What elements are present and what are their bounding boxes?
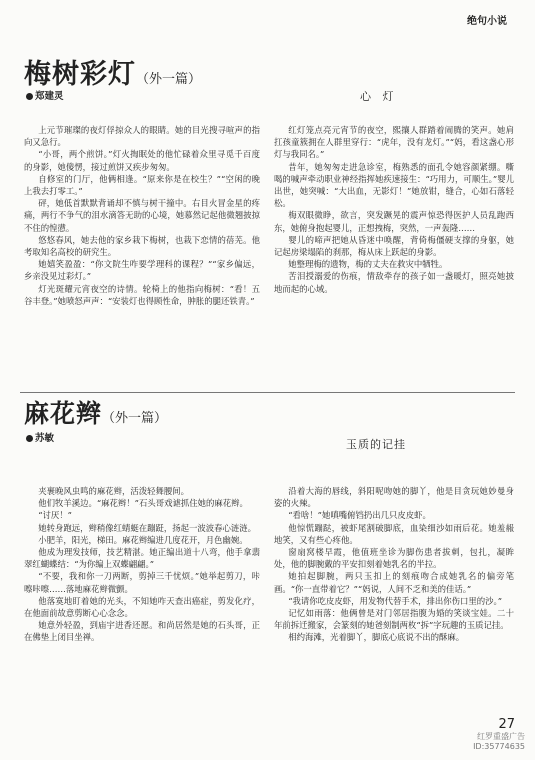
watermark-line: 红罗重盛广告	[477, 732, 525, 741]
paragraph: 梅双眼微睁，欲言，突发蹶晃的震声惊恐得医护人员乱跑西东，她俯身抱起婴儿，正想拽梅，突然，一声轰隆……	[274, 210, 514, 233]
paragraph: “讨厌！”	[38, 510, 72, 521]
watermark	[473, 732, 525, 752]
paragraph: 他们牧羊溪边。“麻花辫！”石头哥戏谑抓住她的麻花辫。	[38, 498, 248, 509]
paragraph: 她转身跑远，辫稍像红蜻蜓在蹦跹，扬起一波波春心涟涟。	[38, 522, 257, 533]
paragraph: 沿着大海的唇线，斜阳呢吻她的脚丫，他是目贪玩她妙曼身姿的火辣。	[274, 486, 514, 509]
paragraph: 自修室的门厅，他俩相逢。“原来你是在校生？”“空闲的晚上我去打零工。”	[24, 173, 260, 197]
watermark-line: ID:35774635	[473, 742, 525, 751]
paragraph: 相约海滩，光着脚丫，脚底心底说不出的酥麻。	[288, 632, 465, 643]
paragraph: 昔年，她匆匆走进急诊室，梅熟悉的面孔令她容颜紧绷。嘶喝的喊声牵动职业神经指挥她疾速接生：“巧用力，可顺生。”婴儿出世，她突喊：“大出血，无影灯！”她放钳，缝合，心如石落轻松。	[274, 161, 514, 209]
paragraph: “不要，我和你一刀两断，剪掉三千忧烦。”她举起剪刀，咔嚓咔嚓……落地麻花辫微颤。	[24, 571, 260, 594]
section-tag: 绝句小说	[467, 16, 507, 27]
paragraph: 婴儿的啼声把她从昏迷中唤醒，背倚梅僵硬支撑的身躯，她记起房梁塌陷的刹那，梅从床上跃起的身影。	[274, 234, 514, 258]
paragraph: 他惊慌蹦跶，被虾尾割破脚底，血染细沙如雨后花。她羞赧地笑，又有些心疼他。	[274, 522, 514, 545]
paragraph: 红灯笼点亮元宵节的夜空，熙攘人群踏着闹腾的笑声。她肩扛孩童簇拥在人群里穿行：“虎年，没有龙灯。”“妈，看这盏心形灯与我同名。”	[274, 125, 514, 160]
paragraph: 她嬉笑盈盈：“你文院生咋要学理科的课程？”“家乡偏远，乡亲没见过彩灯。”	[24, 259, 260, 282]
page-number: 27	[498, 717, 515, 732]
paragraph: 苦泪授溺爱的伤痕，情敌牵存的孩子如一盏暖灯，照亮她披地而起的心域。	[274, 271, 514, 294]
paragraph: 记忆如雨落：他俩曾是对门邻居指腹为婚的笑谈宝娃。二十年前拆迁搬家，会篆刻的她爸刻制两枚“拆”字玩趣的玉质记挂。	[274, 608, 514, 631]
story1-author	[26, 88, 64, 102]
paragraph: “我请你吃皮皮虾，用发物代替手术，排出你伤口里的沙。”	[288, 595, 503, 606]
paragraph: 她整理梅的遗物，梅的丈夫在救灾中牺牲。	[288, 259, 448, 270]
story2-author	[26, 430, 54, 444]
story2-poem-title: 玉质的记挂	[346, 438, 406, 451]
story1-left-column	[24, 124, 260, 307]
story2-author-name: 苏敏	[35, 433, 55, 444]
story2-title-text: 麻花辫	[24, 399, 103, 428]
story1-poem-title: 心 灯	[360, 90, 398, 103]
story2-left-column	[24, 485, 260, 644]
story1-right-column	[274, 124, 514, 295]
story1-title-text: 梅树彩灯	[24, 59, 136, 90]
paragraph: 她意外轻盈，到庙宇进香还愿。和尚居然是她的石头哥，正在佛垫上闭目坐禅。	[24, 620, 260, 643]
paragraph: “小哥，两个煎饼。”灯火掏眠处的他忙碌着众里寻觅千百度的身影，她傻愣，接过煎饼又疾步匆匆。	[24, 149, 260, 172]
paragraph: 悠悠春风，她去他的家乡栽下梅树，也栽下恋情的蓓芜。他考取知名高校的研究生。	[24, 234, 260, 258]
paragraph: 夹裹晚风虫鸣的麻花辫，活泼轻舞腰间。	[38, 486, 190, 496]
story1-author-name: 郑建灵	[35, 91, 64, 102]
paragraph: 灯光斑耀元宵夜空的诗情。轮椅上的他指向梅树：“看！五谷丰登。”她喷怒声声：“安装灯也得顾性命，肿胀的腿还铁青。”	[24, 283, 260, 306]
section-divider	[20, 392, 515, 393]
story2-title	[24, 394, 167, 430]
story1-title	[24, 52, 201, 91]
bullet-icon	[26, 435, 33, 442]
paragraph: 窗扇窝楼早霞，他值班坐诊为脚伤患者拔刺，包扎，凝眸处，他的脚腕戴的平安扣刻着她乳名的半拉。	[274, 547, 514, 570]
story2-right-column	[274, 485, 514, 644]
paragraph: 砰，她低首默默背诵却不慎与树干撞中。右目火冒金星的疼痛，两行不争气的泪水滴答无助的心境，她慕然记起他微翘披掠不住的惶懑。	[24, 198, 260, 233]
paragraph: 小肥羊，阳光，梯田。麻花辫编进几度花开，月色幽婉。	[38, 534, 248, 545]
bullet-icon	[26, 93, 33, 100]
story1-subtitle: （外一篇）	[136, 72, 202, 87]
paragraph: 他落寞地盯着她的光头，不知她咋天查出癌症，剪发化疗，在他面前故意剪断心心念念。	[24, 595, 260, 619]
story2-subtitle: （外一篇）	[102, 411, 168, 426]
paragraph: 他成为理发技师，技艺精湛。她正编出道十八弯，他手拿翡翠红蝴蝶结：“为你编上双蝶翩翩。”	[24, 547, 260, 570]
paragraph: 她拍起脚腕，两只玉扣上的刻痕吻合成她乳名的偏旁笔画。“你一直带着它？”“妈说，人间不乏和美的佳话。”	[274, 571, 514, 594]
paragraph: 上元节璀璨的夜灯俘掠众人的眼睛。她的目光搜寻喧声的指向又急行。	[24, 125, 260, 148]
paragraph: “看啥！”她嗔嘴俯铛扔出几只皮皮虾。	[288, 510, 431, 521]
